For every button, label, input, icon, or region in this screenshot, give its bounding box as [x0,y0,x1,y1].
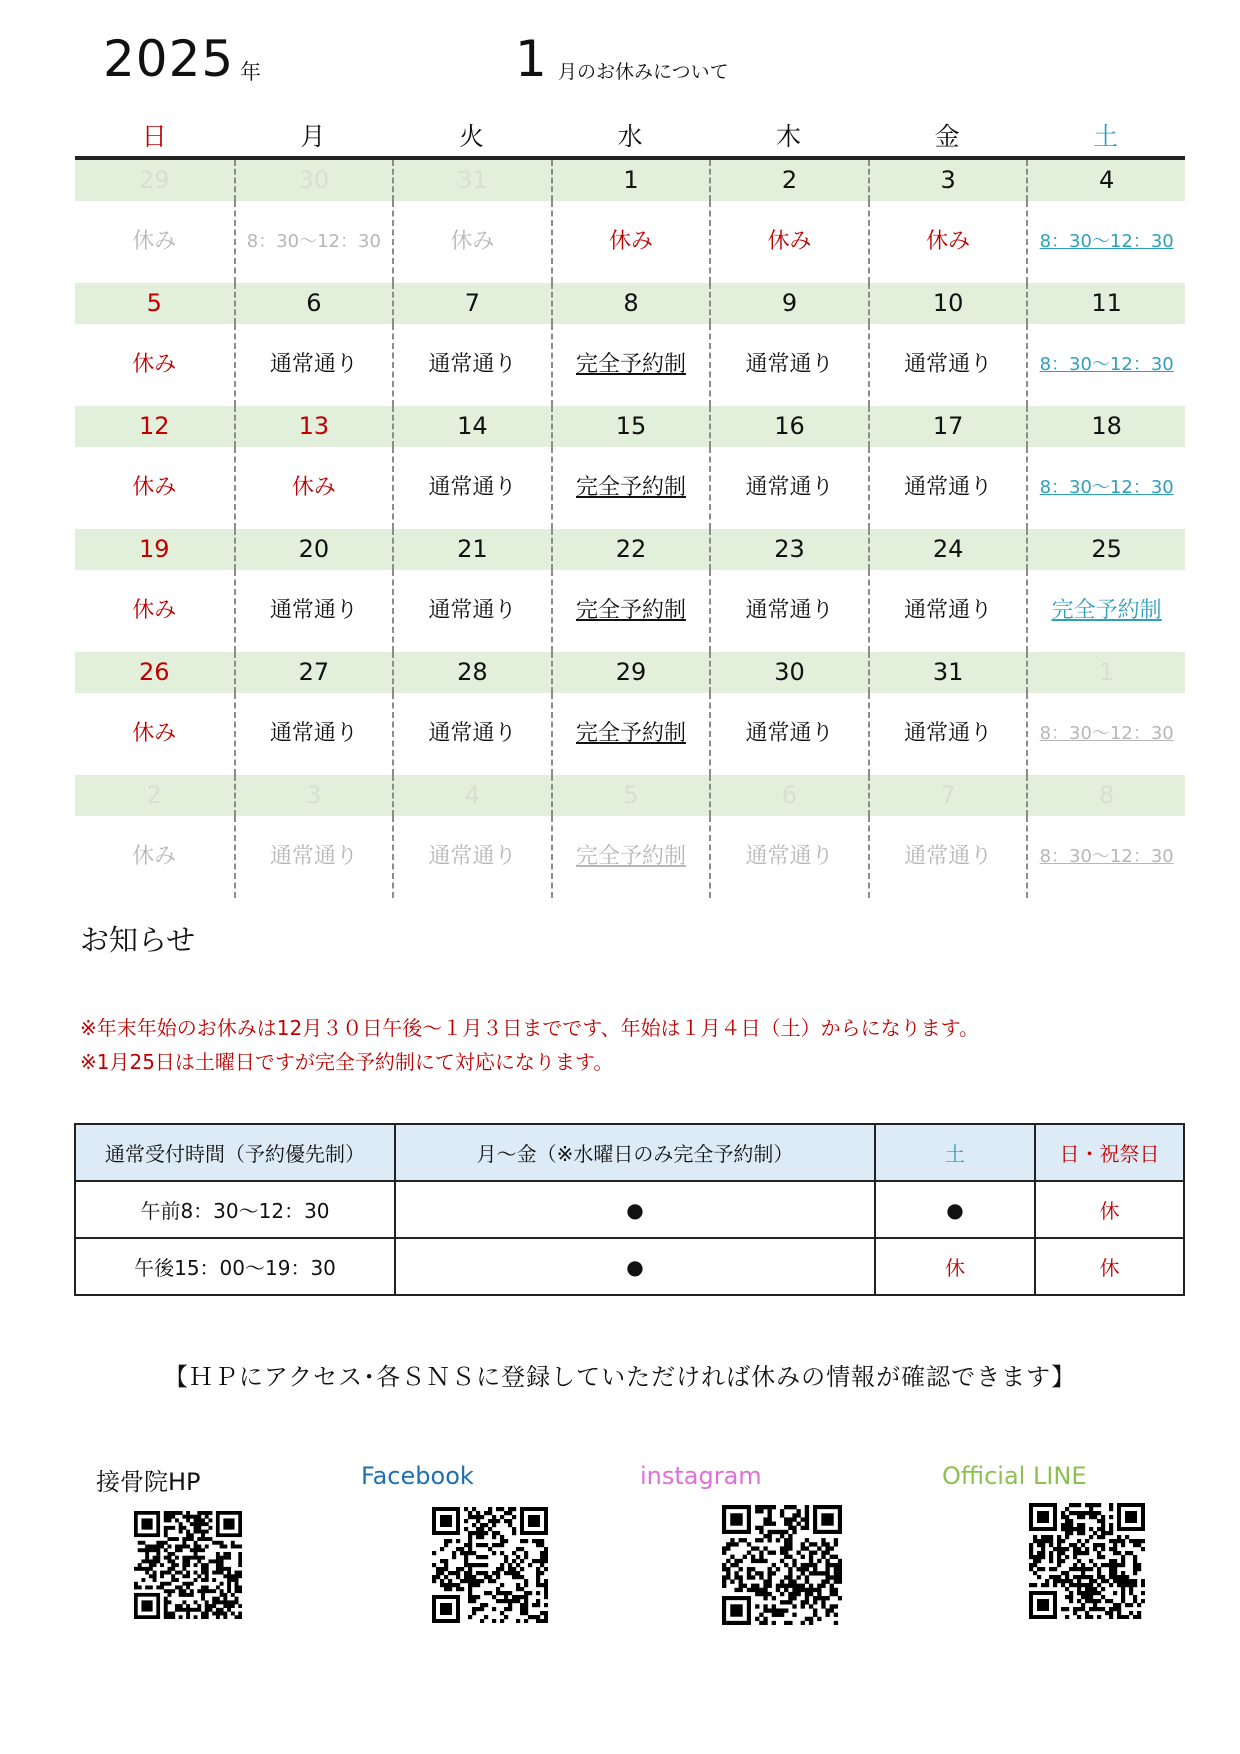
weekday-sat: 土 [1093,122,1119,151]
date-cell: 10 [868,283,1027,324]
date-cell: 27 [234,652,393,693]
status-cell: 通常通り [868,816,1027,898]
date-cell: 29 [551,652,710,693]
date-cell: 22 [551,529,710,570]
hours-morning-label: 午前8：30～12：30 [75,1181,395,1238]
weekday-fri: 金 [934,122,960,151]
date-cell: 26 [139,658,170,686]
status-cell: 8：30～12：30 [1026,816,1185,898]
date-cell: 5 [146,289,162,317]
status-cell: 通常通り [868,324,1027,406]
status-cell: 完全予約制 [551,570,710,652]
status-cell: 通常通り [392,324,551,406]
calendar-week [75,160,1185,283]
weekday-header [75,118,1185,160]
date-row [75,160,1185,201]
status-cell: 通常通り [392,447,551,529]
hours-table [74,1123,1185,1296]
line-qr-code-icon[interactable] [1029,1503,1145,1619]
date-cell: 7 [392,283,551,324]
date-row [75,652,1185,693]
status-cell: 通常通り [868,447,1027,529]
status-cell: 完全予約制 [551,693,710,775]
hours-cell: 休 [875,1238,1035,1295]
status-row [75,201,1185,283]
line-label: Official LINE [942,1462,1087,1490]
calendar-week [75,529,1185,652]
calendar-week [75,775,1185,898]
date-cell: 24 [868,529,1027,570]
status-cell: 通常通り [709,816,868,898]
weekday-mon: 月 [300,122,326,151]
instagram-qr-code-icon[interactable] [722,1505,842,1625]
status-cell: 通常通り [392,570,551,652]
status-row [75,447,1185,529]
status-cell: 通常通り [234,693,393,775]
status-cell: 通常通り [234,570,393,652]
weekday-sun: 日 [141,122,167,151]
date-cell: 23 [709,529,868,570]
date-cell: 6 [234,283,393,324]
page-title: 月のお休みについて [558,61,729,83]
table-row [75,1238,1184,1295]
hours-cell: 休 [1035,1238,1184,1295]
date-cell: 19 [139,535,170,563]
calendar-week [75,406,1185,529]
status-cell: 通常通り [868,693,1027,775]
date-cell: 3 [868,160,1027,201]
date-cell: 2 [146,781,162,809]
date-cell: 7 [868,775,1027,816]
date-cell: 14 [392,406,551,447]
year: 2025 [103,30,235,88]
hours-cell: ● [395,1238,875,1295]
hours-header-saturday: 土 [875,1124,1035,1181]
status-cell: 通常通り [709,693,868,775]
calendar-week [75,652,1185,775]
status-cell: 通常通り [868,570,1027,652]
status-cell: 休み [868,201,1027,283]
date-cell: 28 [392,652,551,693]
homepage-qr-code-icon[interactable] [134,1511,242,1619]
date-row [75,283,1185,324]
table-row [75,1181,1184,1238]
date-row [75,406,1185,447]
date-cell: 15 [551,406,710,447]
status-cell: 休み [132,844,177,869]
date-cell: 2 [709,160,868,201]
status-row [75,693,1185,775]
month: 1 [515,30,547,88]
weekday-thu: 木 [776,122,802,151]
date-cell: 12 [139,412,170,440]
hours-cell: ● [395,1181,875,1238]
date-cell: 6 [709,775,868,816]
status-cell: 完全予約制 [551,447,710,529]
date-cell: 30 [234,160,393,201]
status-cell: 完全予約制 [1026,570,1185,652]
status-row [75,816,1185,898]
status-cell: 通常通り [392,816,551,898]
date-cell: 31 [868,652,1027,693]
status-cell: 通常通り [234,816,393,898]
status-cell: 休み [709,201,868,283]
date-cell: 13 [234,406,393,447]
hours-header-row [75,1124,1184,1181]
hours-header-holiday: 日・祝祭日 [1035,1124,1184,1181]
date-cell: 18 [1026,406,1185,447]
status-cell: 休み [132,229,177,254]
homepage-label: 接骨院HP [96,1468,201,1496]
calendar [75,118,1185,898]
date-cell: 3 [234,775,393,816]
notice-line-2: ※1月25日は土曜日ですが完全予約制にて対応になります。 [80,1050,614,1074]
date-cell: 25 [1026,529,1185,570]
status-cell: 通常通り [392,693,551,775]
status-cell: 8：30～12：30 [234,201,393,283]
date-cell: 16 [709,406,868,447]
date-cell: 8 [1026,775,1185,816]
status-row [75,324,1185,406]
status-cell: 完全予約制 [551,324,710,406]
date-cell: 5 [551,775,710,816]
hours-header-weekday: 月～金（※水曜日のみ完全予約制） [395,1124,875,1181]
date-row [75,775,1185,816]
hours-afternoon-label: 午後15：00～19：30 [75,1238,395,1295]
status-cell: 休み [551,201,710,283]
status-cell: 8：30～12：30 [1026,201,1185,283]
year-suffix: 年 [240,60,261,84]
status-cell: 通常通り [709,324,868,406]
date-cell: 1 [1026,652,1185,693]
status-cell: 休み [392,201,551,283]
status-cell: 8：30～12：30 [1026,693,1185,775]
status-cell: 通常通り [709,570,868,652]
status-cell: 休み [132,352,177,377]
status-cell: 休み [234,447,393,529]
status-cell: 休み [132,721,177,746]
instagram-label: instagram [640,1462,762,1490]
notice-title: お知らせ [80,923,196,957]
sns-message: 【ＨＰにアクセス･各ＳＮＳに登録していただければ休みの情報が確認できます】 [163,1363,1077,1391]
date-cell: 9 [709,283,868,324]
date-cell: 30 [709,652,868,693]
hours-header-time: 通常受付時間（予約優先制） [75,1124,395,1181]
calendar-week [75,283,1185,406]
status-cell: 通常通り [709,447,868,529]
date-cell: 1 [551,160,710,201]
date-cell: 8 [551,283,710,324]
date-cell: 4 [392,775,551,816]
status-cell: 通常通り [234,324,393,406]
status-row [75,570,1185,652]
hours-cell: ● [875,1181,1035,1238]
date-cell: 4 [1026,160,1185,201]
date-cell: 21 [392,529,551,570]
status-cell: 8：30～12：30 [1026,324,1185,406]
weekday-tue: 火 [458,122,484,151]
facebook-qr-code-icon[interactable] [432,1507,548,1623]
status-cell: 完全予約制 [551,816,710,898]
status-cell: 休み [132,475,177,500]
date-cell: 20 [234,529,393,570]
date-cell: 11 [1026,283,1185,324]
date-cell: 31 [392,160,551,201]
date-cell: 17 [868,406,1027,447]
facebook-label: Facebook [361,1462,474,1490]
date-cell: 29 [139,166,170,194]
weekday-wed: 水 [617,122,643,151]
date-row [75,529,1185,570]
status-cell: 休み [132,598,177,623]
notice-line-1: ※年末年始のお休みは12月３０日午後～１月３日までです、年始は１月４日（土）からになります。 [80,1016,980,1040]
hours-cell: 休 [1035,1181,1184,1238]
status-cell: 8：30～12：30 [1026,447,1185,529]
